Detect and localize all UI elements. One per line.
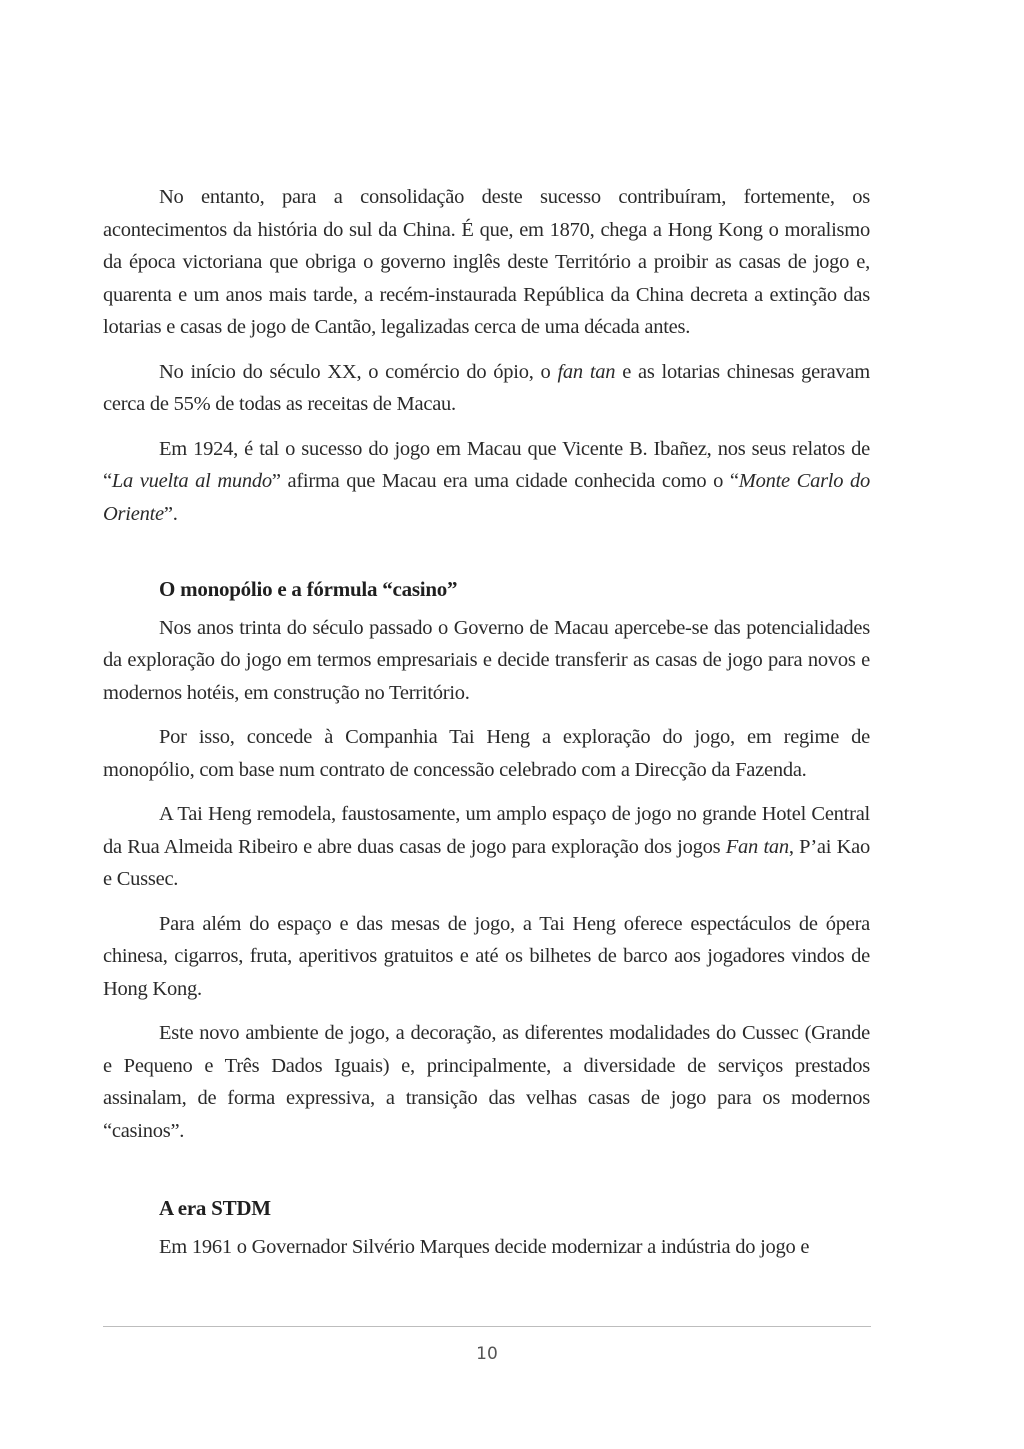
paragraph-7 (103, 908, 870, 1006)
text-segment: Em 1961 o Governador Silvério Marques decide modernizar a indústria do jogo e (159, 1235, 810, 1258)
italic-text-segment: fan tan (557, 360, 616, 383)
page-number: 10 (476, 1344, 498, 1364)
text-segment: , P’ai Kao e Cussec. (103, 835, 870, 890)
italic-text-segment: La vuelta al mundo (111, 470, 272, 492)
paragraph-9 (103, 1231, 870, 1264)
text-segment: No entanto, para a consolidação deste sucesso contribuíram, fortemente, os acontecimentos da história do sul da China. É que, em 1870, chega a Hong Kong o moralismo da época victoriana que obriga o governo inglês deste Território a proibir as casas de jogo e, quarenta e um anos mais tarde, a recém-instaurada República da China decreta a extinção das lotarias e casas de jogo de Cantão, legalizadas cerca de uma década antes. (103, 186, 870, 338)
text-segment: Em 1924, é tal o sucesso do jogo em Macau que Vicente B. Ibañez, nos seus relatos de “ (103, 437, 870, 492)
footer-divider (103, 1326, 871, 1327)
paragraph-8 (103, 1017, 870, 1147)
italic-text-segment: Monte Carlo do Oriente (103, 470, 871, 525)
text-segment: ” afirma que Macau era uma cidade conhecida como o “ (271, 470, 739, 492)
body-text (103, 181, 870, 1263)
paragraph-1 (103, 181, 870, 344)
paragraph-5 (103, 721, 870, 786)
text-segment: A Tai Heng remodela, faustosamente, um amplo espaço de jogo no grande Hotel Central da Rua Almeida Ribeiro e abre duas casas de jogo para exploração dos jogos (103, 803, 870, 858)
text-segment: Nos anos trinta do século passado o Governo de Macau apercebe-se das potencialidades da exploração do jogo em termos empresariais e decide transferir as casas de jogo para novos e modernos hotéis, em construção no Território. (103, 616, 870, 704)
paragraph-6 (103, 798, 870, 896)
paragraph-2 (103, 356, 870, 421)
text-segment: Por isso, concede à Companhia Tai Heng a exploração do jogo, em regime de monopólio, com base num contrato de concessão celebrado com a Direcção da Fazenda. (103, 726, 870, 781)
text-segment: No início do século XX, o comércio do ópio, o (159, 360, 558, 383)
section-heading-monopolio: O monopólio e a fórmula “casino” (159, 577, 458, 601)
paragraph-4 (103, 612, 870, 710)
text-segment: Este novo ambiente de jogo, a decoração, as diferentes modalidades do Cussec (Grande e Pequeno e Três Dados Iguais) e, principalmente, a diversidade de serviços prestados assinalam, de forma expressiva, a transição das velhas casas de jogo para os modernos “casinos”. (103, 1022, 870, 1142)
text-segment: Para além do espaço e das mesas de jogo, a Tai Heng oferece espectáculos de ópera chinesa, cigarros, fruta, aperitivos gratuitos e até os bilhetes de barco aos jogadores vindos de Hong Kong. (103, 912, 870, 1000)
italic-text-segment: Fan tan (725, 835, 789, 858)
text-segment: ”. (163, 502, 178, 525)
paragraph-3 (103, 433, 870, 531)
section-spacer (103, 530, 870, 573)
section-spacer (103, 1147, 870, 1192)
text-segment: e as lotarias chinesas geravam cerca de 55% de todas as receitas de Macau. (103, 360, 870, 415)
section-heading-stdm: A era STDM (159, 1196, 271, 1220)
